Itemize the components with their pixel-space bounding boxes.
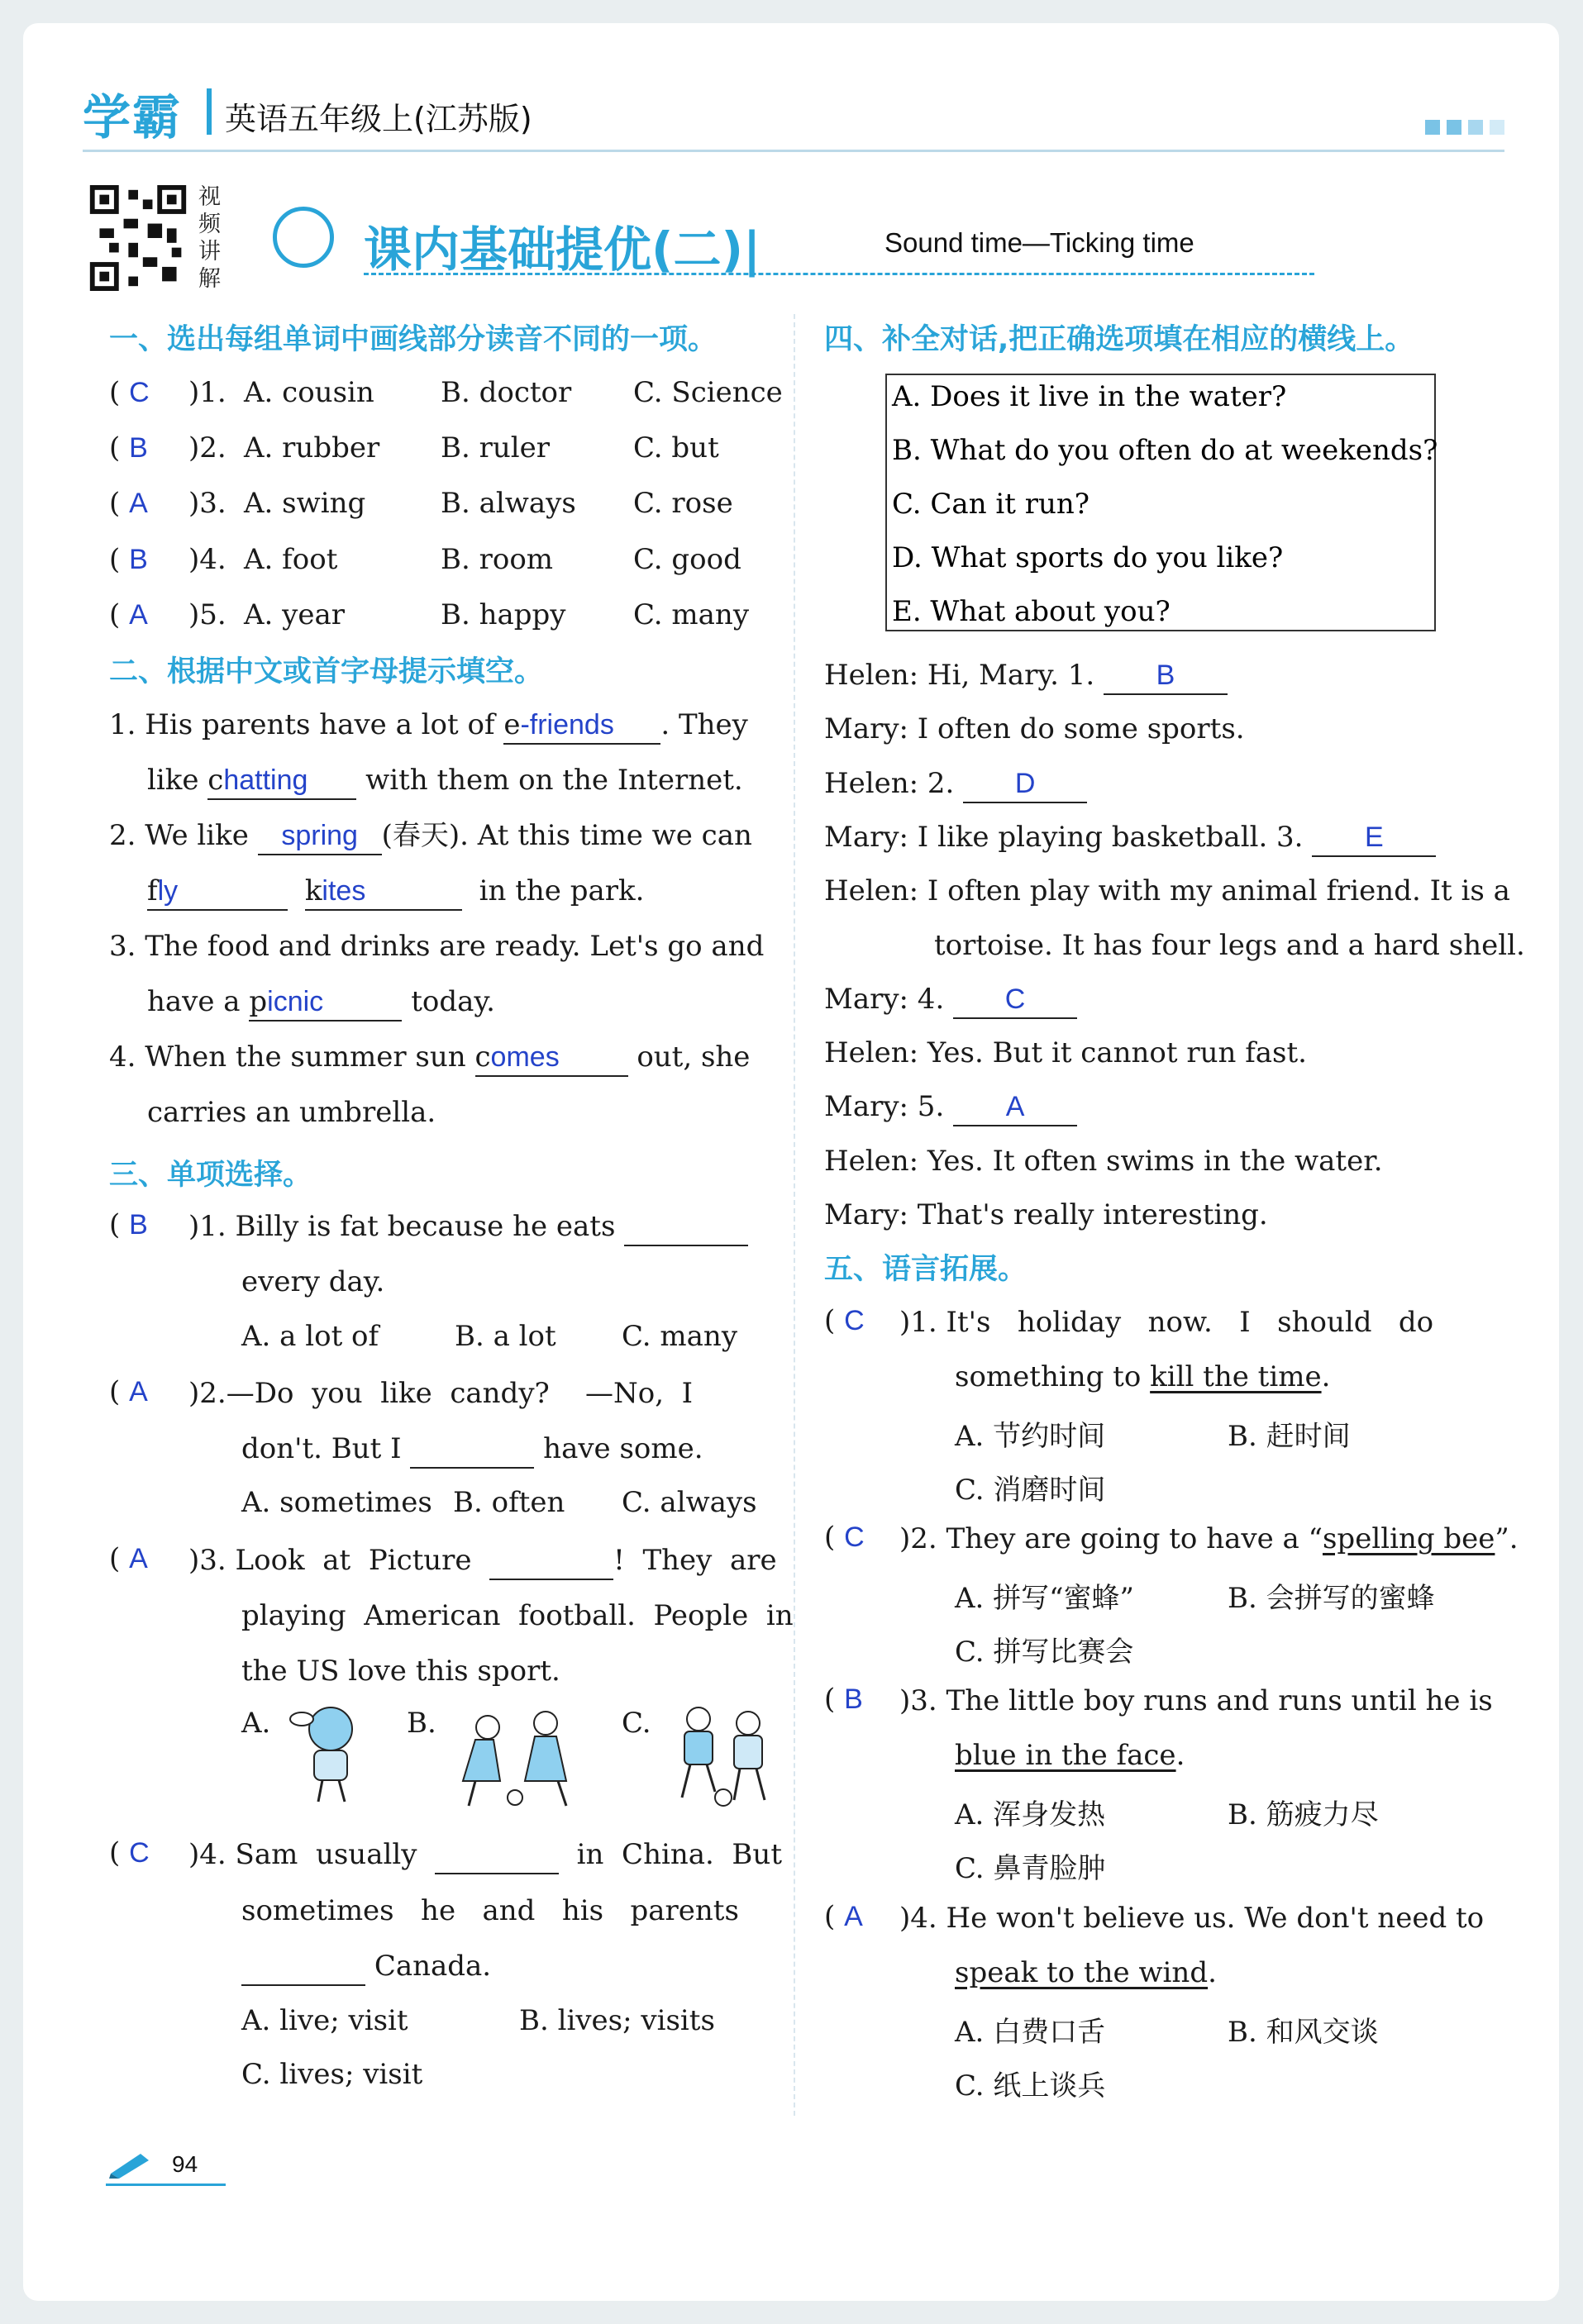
p1-opt-b: B. room <box>441 543 554 576</box>
p5-q2-answer: ( C <box>824 1521 865 1554</box>
p5-q2-opt-c: C. 拼写比赛会 <box>955 1636 1134 1669</box>
p1-num: )5. <box>188 598 226 631</box>
p5-q4-line1: )4. He won't believe us. We don't need to <box>899 1902 1485 1935</box>
section-rule <box>364 273 1314 275</box>
p2-q4-line2: carries an umbrella. <box>147 1096 436 1129</box>
p1-opt-c: C. many <box>633 598 750 631</box>
p5-q4-answer: ( A <box>824 1900 863 1933</box>
p1-opt-b: B. always <box>441 487 576 520</box>
p3-q1-opt-c: C. many <box>622 1320 738 1353</box>
p2-q2-line1: 2. We like spring (春天). At this time we can <box>109 817 752 855</box>
dialog-answer: C <box>1004 983 1026 1015</box>
p3-q3-opt-b: B. <box>407 1707 436 1740</box>
page-header <box>83 79 1504 153</box>
p5-q3-answer: ( B <box>824 1683 863 1716</box>
p3-q2-line2: don't. But I have some. <box>241 1431 703 1469</box>
options-box <box>885 374 1436 631</box>
section-subtitle: Sound time—Ticking time <box>884 227 1194 258</box>
pencil-circle-icon <box>273 207 334 268</box>
p1-num: )3. <box>188 487 226 520</box>
option-a: A. Does it live in the water? <box>892 380 1287 413</box>
column-divider <box>794 314 795 2116</box>
footer-rule <box>106 2184 226 2186</box>
p5-q3-opt-b: B. 筋疲力尽 <box>1228 1798 1379 1831</box>
p2-q1-line1: 1. His parents have a lot of e-friends . They <box>109 707 748 745</box>
option-b: B. What do you often do at weekends? <box>892 434 1438 467</box>
pencil-icon <box>107 2149 157 2179</box>
logo-divider <box>207 88 212 135</box>
option-c: C. Can it run? <box>892 488 1090 521</box>
part3-heading: 三、单项选择。 <box>109 1159 312 1192</box>
part5-heading: 五、语言拓展。 <box>824 1253 1028 1286</box>
p3-q3-line1: )3. Look at Picture ! They are <box>188 1542 777 1580</box>
p1-opt-a: A. cousin <box>244 376 374 409</box>
p3-q3-answer: ( A <box>109 1542 148 1575</box>
option-d: D. What sports do you like? <box>892 541 1284 574</box>
p5-q1-opt-c: C. 消磨时间 <box>955 1474 1106 1507</box>
p3-q2-line1: )2.—Do you like candy? —No, I <box>188 1377 694 1410</box>
p3-q4-line1: )4. Sam usually in China. But <box>188 1836 782 1874</box>
p5-q2-opt-a: A. 拼写“蜜蜂” <box>955 1582 1134 1615</box>
dialog-line: Mary: 5. A <box>824 1088 1077 1126</box>
dialog-line: Helen: Yes. It often swims in the water. <box>824 1145 1383 1178</box>
p3-q3-line2: playing American football. People in <box>241 1599 794 1632</box>
dialog-line: Helen: I often play with my animal friend. It is a <box>824 874 1510 907</box>
dialog-line: Mary: I like playing basketball. 3. E <box>824 819 1436 857</box>
p5-q1-opt-a: A. 节约时间 <box>955 1420 1106 1453</box>
p1-num: )4. <box>188 543 226 576</box>
football-player-picture <box>285 1703 376 1806</box>
p3-q2-opt-a: A. sometimes <box>241 1486 432 1519</box>
p5-q2-line1: )2. They are going to have a “spelling bee”. <box>899 1522 1519 1555</box>
p1-opt-a: A. rubber <box>244 431 380 464</box>
p5-q2-opt-b: B. 会拼写的蜜蜂 <box>1228 1582 1435 1615</box>
p1-opt-a: A. swing <box>244 487 366 520</box>
p5-q3-line2: blue in the face. <box>955 1739 1185 1772</box>
p2-q2-line2: fly kites in the park. <box>147 873 644 911</box>
p3-q2-answer: ( A <box>109 1375 148 1408</box>
p1-opt-c: C. but <box>633 431 719 464</box>
p3-q1-opt-b: B. a lot <box>455 1320 556 1353</box>
p1-num: )2. <box>188 431 226 464</box>
p3-q4-line2: sometimes he and his parents <box>241 1894 739 1927</box>
p3-q3-opt-a: A. <box>241 1707 271 1740</box>
p3-q4-answer: ( C <box>109 1836 150 1869</box>
p1-answer: ( B <box>109 543 148 576</box>
header-rule <box>83 150 1504 152</box>
p3-q1-line1: )1. Billy is fat because he eats <box>188 1208 748 1246</box>
p1-answer: ( A <box>109 487 148 520</box>
p3-q4-opt-b: B. lives; visits <box>519 2004 715 2037</box>
part2-heading: 二、根据中文或首字母提示填空。 <box>109 655 544 688</box>
p1-opt-c: C. rose <box>633 487 733 520</box>
p1-answer: ( C <box>109 376 150 409</box>
p5-q4-opt-c: C. 纸上谈兵 <box>955 2069 1106 2103</box>
p5-q4-opt-a: A. 白费口舌 <box>955 2016 1106 2049</box>
qr-label: 视频讲解 <box>198 184 221 292</box>
dialog-answer: B <box>1156 660 1175 691</box>
dialog-answer: E <box>1364 821 1384 853</box>
p5-q4-opt-b: B. 和风交谈 <box>1228 2016 1379 2049</box>
p3-q1-opt-a: A. a lot of <box>241 1320 379 1353</box>
p3-q2-opt-c: C. always <box>622 1486 757 1519</box>
dialog-line: Mary: I often do some sports. <box>824 712 1245 745</box>
option-e: E. What about you? <box>892 595 1171 628</box>
p1-opt-b: B. doctor <box>441 376 572 409</box>
dialog-line: Mary: That's really interesting. <box>824 1198 1268 1231</box>
p1-num: )1. <box>188 376 226 409</box>
p5-q3-opt-c: C. 鼻青脸肿 <box>955 1852 1106 1885</box>
p1-opt-a: A. foot <box>244 543 338 576</box>
p5-q3-opt-a: A. 浑身发热 <box>955 1798 1106 1831</box>
part4-heading: 四、补全对话,把正确选项填在相应的横线上。 <box>824 323 1414 356</box>
p1-opt-c: C. good <box>633 543 741 576</box>
dialog-line: Helen: Hi, Mary. 1. B <box>824 657 1228 695</box>
dialog-answer: D <box>1014 768 1036 799</box>
dialog-line: Helen: 2. D <box>824 765 1087 803</box>
p1-opt-b: B. ruler <box>441 431 550 464</box>
p1-opt-a: A. year <box>244 598 346 631</box>
section-title: 课内基础提优(二)| <box>364 221 761 278</box>
p1-opt-b: B. happy <box>441 598 566 631</box>
p3-q4-opt-c: C. lives; visit <box>241 2058 423 2091</box>
page-number: 94 <box>172 2151 198 2177</box>
p5-q1-answer: ( C <box>824 1304 865 1337</box>
p3-q4-line3: Canada. <box>241 1948 491 1986</box>
soccer-players-picture <box>661 1703 785 1810</box>
qr-code-icon <box>89 185 187 291</box>
p3-q1-answer: ( B <box>109 1208 148 1241</box>
p2-q4-line1: 4. When the summer sun comes out, she <box>109 1039 750 1077</box>
p3-q1-line2: every day. <box>241 1265 385 1298</box>
p3-q3-opt-c: C. <box>622 1707 651 1740</box>
book-title: 英语五年级上(江苏版) <box>225 101 532 137</box>
p2-q3-line2: have a picnic today. <box>147 983 495 1022</box>
p2-q1-line2: like chatting with them on the Internet. <box>147 762 743 800</box>
p5-q4-line2: speak to the wind. <box>955 1956 1217 1989</box>
p5-q3-line1: )3. The little boy runs and runs until he is <box>899 1684 1493 1717</box>
p3-q4-opt-a: A. live; visit <box>241 2004 408 2037</box>
dialog-line: Helen: Yes. But it cannot run fast. <box>824 1036 1307 1069</box>
p1-answer: ( B <box>109 431 148 464</box>
p5-q1-opt-b: B. 赶时间 <box>1228 1420 1351 1453</box>
p2-q3-line1: 3. The food and drinks are ready. Let's go and <box>109 930 765 963</box>
p3-q3-line3: the US love this sport. <box>241 1655 560 1688</box>
dialog-line: tortoise. It has four legs and a hard shell. <box>934 929 1525 962</box>
basketball-players-picture <box>442 1707 591 1810</box>
p5-q1-line1: )1. It's holiday now. I should do <box>899 1306 1434 1339</box>
header-decoration <box>1419 120 1504 138</box>
p1-opt-c: C. Science <box>633 376 783 409</box>
dialog-answer: A <box>1005 1091 1025 1122</box>
dialog-line: Mary: 4. C <box>824 981 1077 1019</box>
p1-answer: ( A <box>109 598 148 631</box>
part1-heading: 一、选出每组单词中画线部分读音不同的一项。 <box>109 323 718 356</box>
p3-q2-opt-b: B. often <box>453 1486 565 1519</box>
logo: 学霸 <box>83 89 183 145</box>
p5-q1-line2: something to kill the time. <box>955 1360 1331 1393</box>
